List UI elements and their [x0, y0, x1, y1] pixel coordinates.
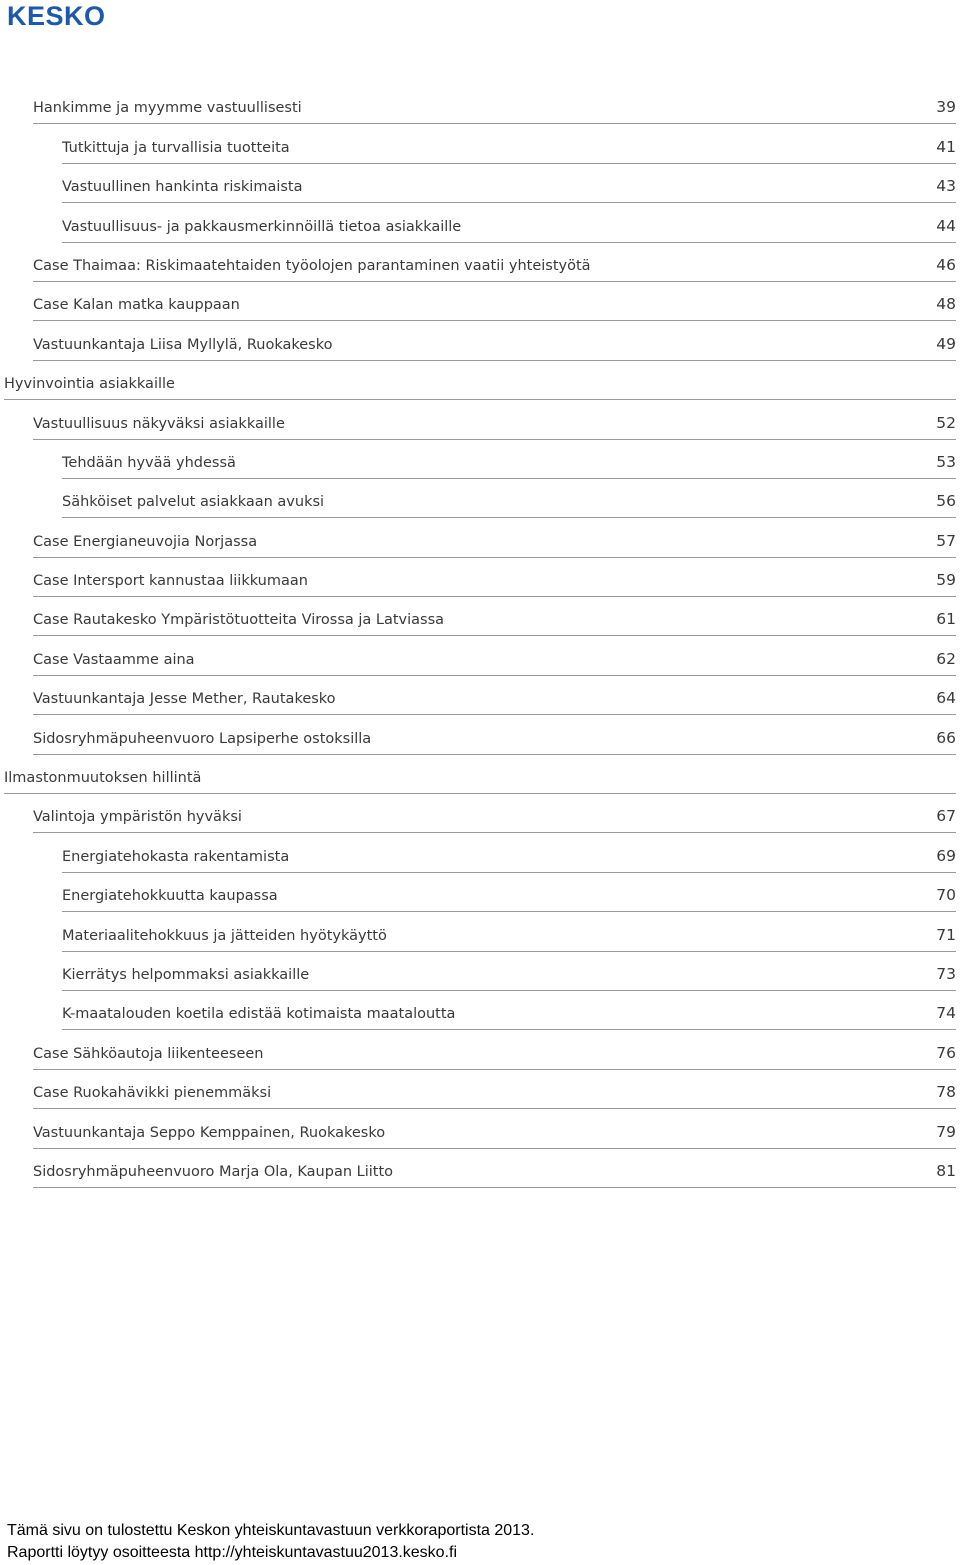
toc-entry-title: Vastuunkantaja Liisa Myllylä, Ruokakesko	[33, 336, 333, 353]
toc-entry-title: Case Ruokahävikki pienemmäksi	[33, 1085, 272, 1102]
toc-entry[interactable]	[62, 952, 956, 991]
toc-entry[interactable]	[33, 321, 956, 360]
toc-entry-page-number: 49	[936, 334, 956, 353]
toc-entry-title: Vastuunkantaja Seppo Kemppainen, Ruokakesko	[33, 1124, 386, 1141]
toc-entry[interactable]	[33, 636, 956, 675]
toc-entry[interactable]	[62, 203, 956, 242]
toc-entry-page-number: 67	[936, 807, 956, 826]
toc-entry-page-number: 81	[936, 1161, 956, 1180]
toc-entry[interactable]	[33, 715, 956, 754]
toc-entry-page-number: 53	[936, 452, 956, 471]
toc-entry-title: Energiatehokasta rakentamista	[62, 848, 290, 865]
toc-entry[interactable]	[33, 597, 956, 636]
toc-entry-page-number: 69	[936, 846, 956, 865]
toc-section-heading	[4, 755, 956, 794]
toc-entry[interactable]	[62, 479, 956, 518]
toc-entry-page-number: 56	[936, 492, 956, 511]
toc-entry-title: Case Thaimaa: Riskimaatehtaiden työolojen parantaminen vaatii yhteistyötä	[33, 257, 591, 274]
toc-entry-page-number: 39	[936, 98, 956, 117]
toc-entry-page-number: 64	[936, 689, 956, 708]
toc-entry[interactable]	[62, 164, 956, 203]
toc-entry[interactable]	[33, 558, 956, 597]
toc-entry[interactable]	[33, 243, 956, 282]
toc-entry-title: Hyvinvointia asiakkaille	[4, 376, 175, 393]
toc-entry-title: Kierrätys helpommaksi asiakkaille	[62, 966, 310, 983]
toc-entry-page-number: 73	[936, 964, 956, 983]
table-of-contents	[0, 85, 960, 1188]
toc-entry-title: Ilmastonmuutoksen hillintä	[4, 770, 202, 787]
toc-entry-page-number: 62	[936, 649, 956, 668]
toc-entry[interactable]	[33, 400, 956, 439]
toc-entry-title: Tutkittuja ja turvallisia tuotteita	[62, 139, 290, 156]
toc-entry[interactable]	[33, 85, 956, 124]
toc-entry[interactable]	[33, 794, 956, 833]
toc-entry-title: Vastuullisuus- ja pakkausmerkinnöillä tietoa asiakkaille	[62, 218, 462, 235]
toc-entry-page-number: 43	[936, 177, 956, 196]
toc-entry-page-number: 57	[936, 531, 956, 550]
toc-entry-title: Vastuullinen hankinta riskimaista	[62, 179, 303, 196]
toc-entry-title: Case Rautakesko Ympäristötuotteita Virossa ja Latviassa	[33, 612, 445, 629]
toc-entry-title: Case Energianeuvojia Norjassa	[33, 533, 258, 550]
toc-entry[interactable]	[62, 440, 956, 479]
toc-entry-page-number: 61	[936, 610, 956, 629]
toc-entry-page-number: 74	[936, 1004, 956, 1023]
toc-entry-title: Hankimme ja myymme vastuullisesti	[33, 100, 302, 117]
toc-entry-page-number: 79	[936, 1122, 956, 1141]
toc-entry[interactable]	[33, 1149, 956, 1188]
toc-entry-page-number: 78	[936, 1083, 956, 1102]
toc-entry[interactable]	[33, 676, 956, 715]
toc-entry-title: Tehdään hyvää yhdessä	[62, 454, 236, 471]
toc-entry-page-number: 52	[936, 413, 956, 432]
toc-entry-title: Energiatehokkuutta kaupassa	[62, 888, 278, 905]
toc-entry-page-number: 59	[936, 571, 956, 590]
print-footer	[7, 1520, 534, 1564]
toc-entry-page-number: 48	[936, 295, 956, 314]
toc-entry-page-number: 44	[936, 216, 956, 235]
toc-entry-title: Case Intersport kannustaa liikkumaan	[33, 573, 308, 590]
toc-entry-page-number: 70	[936, 886, 956, 905]
toc-entry-title: Sähköiset palvelut asiakkaan avuksi	[62, 494, 325, 511]
toc-entry[interactable]	[62, 912, 956, 951]
toc-entry-title: Sidosryhmäpuheenvuoro Marja Ola, Kaupan Liitto	[33, 1163, 394, 1180]
toc-entry[interactable]	[33, 518, 956, 557]
toc-entry[interactable]	[62, 873, 956, 912]
toc-entry-page-number: 66	[936, 728, 956, 747]
toc-entry[interactable]	[62, 833, 956, 872]
toc-entry[interactable]	[33, 1070, 956, 1109]
toc-entry-title: Vastuullisuus näkyväksi asiakkaille	[33, 415, 285, 432]
toc-entry-title: Case Kalan matka kauppaan	[33, 297, 240, 314]
toc-entry[interactable]	[33, 1030, 956, 1069]
toc-entry-title: Sidosryhmäpuheenvuoro Lapsiperhe ostoksilla	[33, 730, 372, 747]
footer-line-printed-from: Tämä sivu on tulostettu Keskon yhteiskuntavastuun verkkoraportista 2013.	[7, 1522, 535, 1539]
toc-entry-title: K-maatalouden koetila edistää kotimaista maataloutta	[62, 1006, 456, 1023]
toc-entry-title: Vastuunkantaja Jesse Mether, Rautakesko	[33, 691, 336, 708]
toc-entry-title: Case Vastaamme aina	[33, 651, 195, 668]
toc-entry[interactable]	[33, 1109, 956, 1148]
toc-section-heading	[4, 361, 956, 400]
toc-entry-page-number: 76	[936, 1043, 956, 1062]
toc-entry-page-number: 71	[936, 925, 956, 944]
toc-entry-page-number: 46	[936, 255, 956, 274]
toc-entry[interactable]	[62, 124, 956, 163]
toc-entry-title: Case Sähköautoja liikenteeseen	[33, 1045, 264, 1062]
toc-entry-page-number: 41	[936, 137, 956, 156]
toc-entry-title: Materiaalitehokkuus ja jätteiden hyötykäyttö	[62, 927, 387, 944]
toc-entry[interactable]	[62, 991, 956, 1030]
kesko-logo: KESKO	[7, 1, 106, 31]
footer-line-report-url: Raportti löytyy osoitteesta http://yhteiskuntavastuu2013.kesko.fi	[7, 1544, 458, 1561]
toc-entry[interactable]	[33, 282, 956, 321]
toc-entry-title: Valintoja ympäristön hyväksi	[33, 809, 242, 826]
